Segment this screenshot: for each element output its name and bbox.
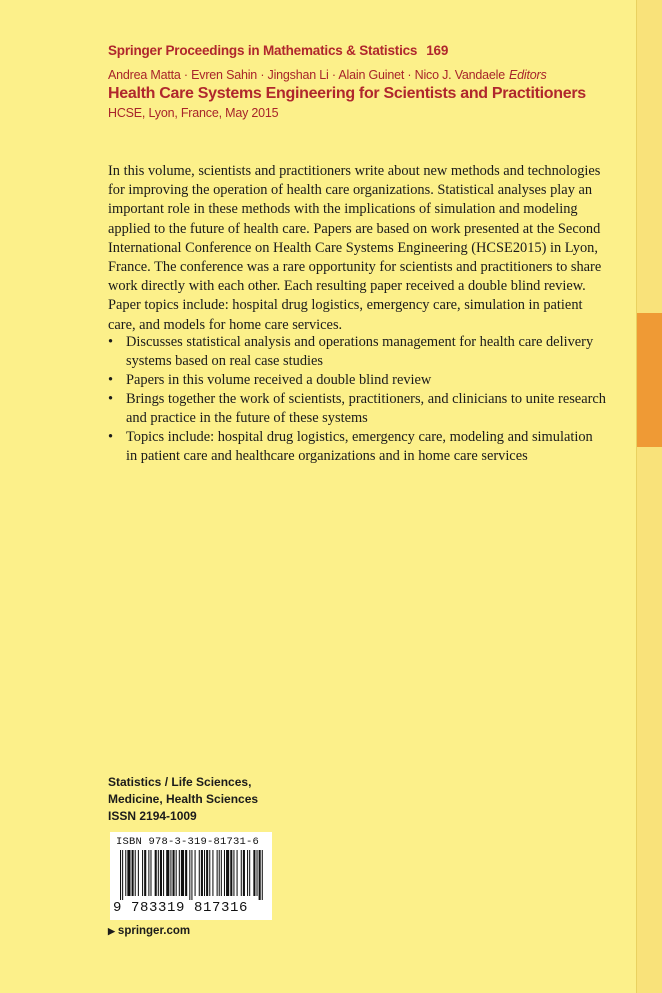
barcode-bar	[132, 850, 134, 896]
bullet-text: Brings together the work of scientists, practitioners, and clinicians to unite research and practice in the future of these systems	[126, 391, 606, 426]
barcode-bar	[155, 850, 157, 896]
editors-line	[108, 68, 628, 82]
barcode-bar	[166, 850, 169, 896]
bullet-item	[108, 371, 606, 390]
barcode-bar	[179, 850, 180, 896]
barcode-bar	[138, 850, 139, 896]
barcode-bar	[127, 850, 130, 896]
barcode-bar	[206, 850, 208, 896]
barcode-bar	[135, 850, 136, 896]
barcode-bar	[176, 850, 177, 896]
barcode-bar	[191, 850, 192, 900]
barcode-bar	[163, 850, 164, 896]
barcode-bar	[257, 850, 258, 896]
bullet-dot: •	[108, 391, 114, 407]
bullet-item	[108, 333, 606, 371]
barcode-bar	[195, 850, 196, 896]
barcode-bar	[224, 850, 225, 896]
barcode-bar	[262, 850, 263, 900]
barcode-bar	[160, 850, 162, 896]
barcode-bar	[243, 850, 245, 896]
editors-names: Andrea Matta · Evren Sahin · Jingshan Li · Alain Guinet · Nico J. Vandaele	[108, 68, 505, 82]
barcode-bar	[173, 850, 175, 896]
series-name: Springer Proceedings in Mathematics & Statistics	[108, 43, 418, 58]
spine-edge	[636, 0, 662, 993]
isbn-barcode	[110, 832, 272, 920]
bullet-dot: •	[108, 334, 114, 350]
barcode-bar	[170, 850, 171, 896]
publisher-url: springer.com	[117, 925, 191, 937]
bullet-text: Topics include: hospital drug logistics, emergency care, modeling and simulation in patient care and healthcare organizations and in home care services	[126, 429, 593, 464]
barcode-bar	[209, 850, 210, 896]
footer-info	[108, 774, 368, 825]
arrow-right-icon: ▶	[108, 926, 115, 936]
barcode-bar	[150, 850, 151, 896]
description-paragraph: In this volume, scientists and practitioners write about new methods and technologies for improving the operation of health care organizations. Statistical analyses play an important role in these methods with the implications of simulation and modeling applied to the future of health care. Papers are based on work presented at the Second International Conference on Health Care Systems Engineering (HCSE2015) in Lyon, France. The conference was a rare opportunity for scientists and practitioners to share work directly with each other. Each resulting paper received a double blind review. Paper topics include: hospital drug logistics, emergency care, simulation in patient care, and models for home care services.	[108, 163, 602, 333]
bullet-text: Discusses statistical analysis and operations management for health care delivery systems based on real case studies	[126, 334, 594, 369]
barcode-bar	[189, 850, 190, 900]
bullet-item	[108, 390, 606, 428]
barcode-bar	[259, 850, 261, 900]
barcode-bar	[217, 850, 218, 896]
barcode-bar	[247, 850, 248, 896]
series-line	[108, 43, 628, 58]
isbn-label: ISBN 978-3-319-81731-6	[116, 836, 260, 848]
barcode-bar	[249, 850, 250, 896]
barcode-bar	[253, 850, 255, 896]
series-number: 169	[426, 43, 449, 58]
barcode-bar	[230, 850, 232, 896]
editors-role: Editors	[509, 68, 547, 82]
barcode-bar	[241, 850, 242, 896]
barcode-bar	[125, 850, 126, 896]
category-line-1: Statistics / Life Sciences,	[108, 775, 252, 789]
barcode-bar	[185, 850, 187, 896]
barcode-bar	[120, 850, 121, 900]
bullet-dot: •	[108, 429, 114, 445]
barcode-bar	[221, 850, 222, 896]
spine-orange-band	[637, 313, 662, 447]
issn: ISSN 2194-1009	[108, 809, 197, 823]
barcode-bar	[181, 850, 184, 896]
bullet-list	[108, 333, 606, 466]
bullet-text: Papers in this volume received a double blind review	[126, 372, 432, 388]
barcode-bar	[219, 850, 220, 896]
barcode-bar	[201, 850, 203, 896]
barcode-bar	[212, 850, 213, 896]
header	[108, 43, 628, 120]
barcode-bar	[226, 850, 229, 896]
barcode-bar	[233, 850, 234, 896]
barcode-bar	[199, 850, 200, 896]
bullet-item	[108, 428, 606, 466]
barcode-bar	[204, 850, 205, 896]
category-line-2: Medicine, Health Sciences	[108, 792, 259, 806]
barcode-bars	[116, 850, 266, 900]
description	[108, 162, 606, 335]
bullet-dot: •	[108, 372, 114, 388]
barcode-bar	[237, 850, 238, 896]
barcode-bar	[122, 850, 123, 900]
book-title: Health Care Systems Engineering for Scientists and Practitioners	[108, 85, 586, 102]
barcode-bar	[144, 850, 146, 896]
barcode-bar	[158, 850, 159, 896]
barcode-bar	[142, 850, 143, 896]
publisher-link[interactable]	[108, 925, 190, 937]
barcode-digits: 9 783319 817316	[113, 900, 249, 916]
book-subtitle: HCSE, Lyon, France, May 2015	[108, 106, 279, 120]
barcode-bar	[148, 850, 149, 896]
